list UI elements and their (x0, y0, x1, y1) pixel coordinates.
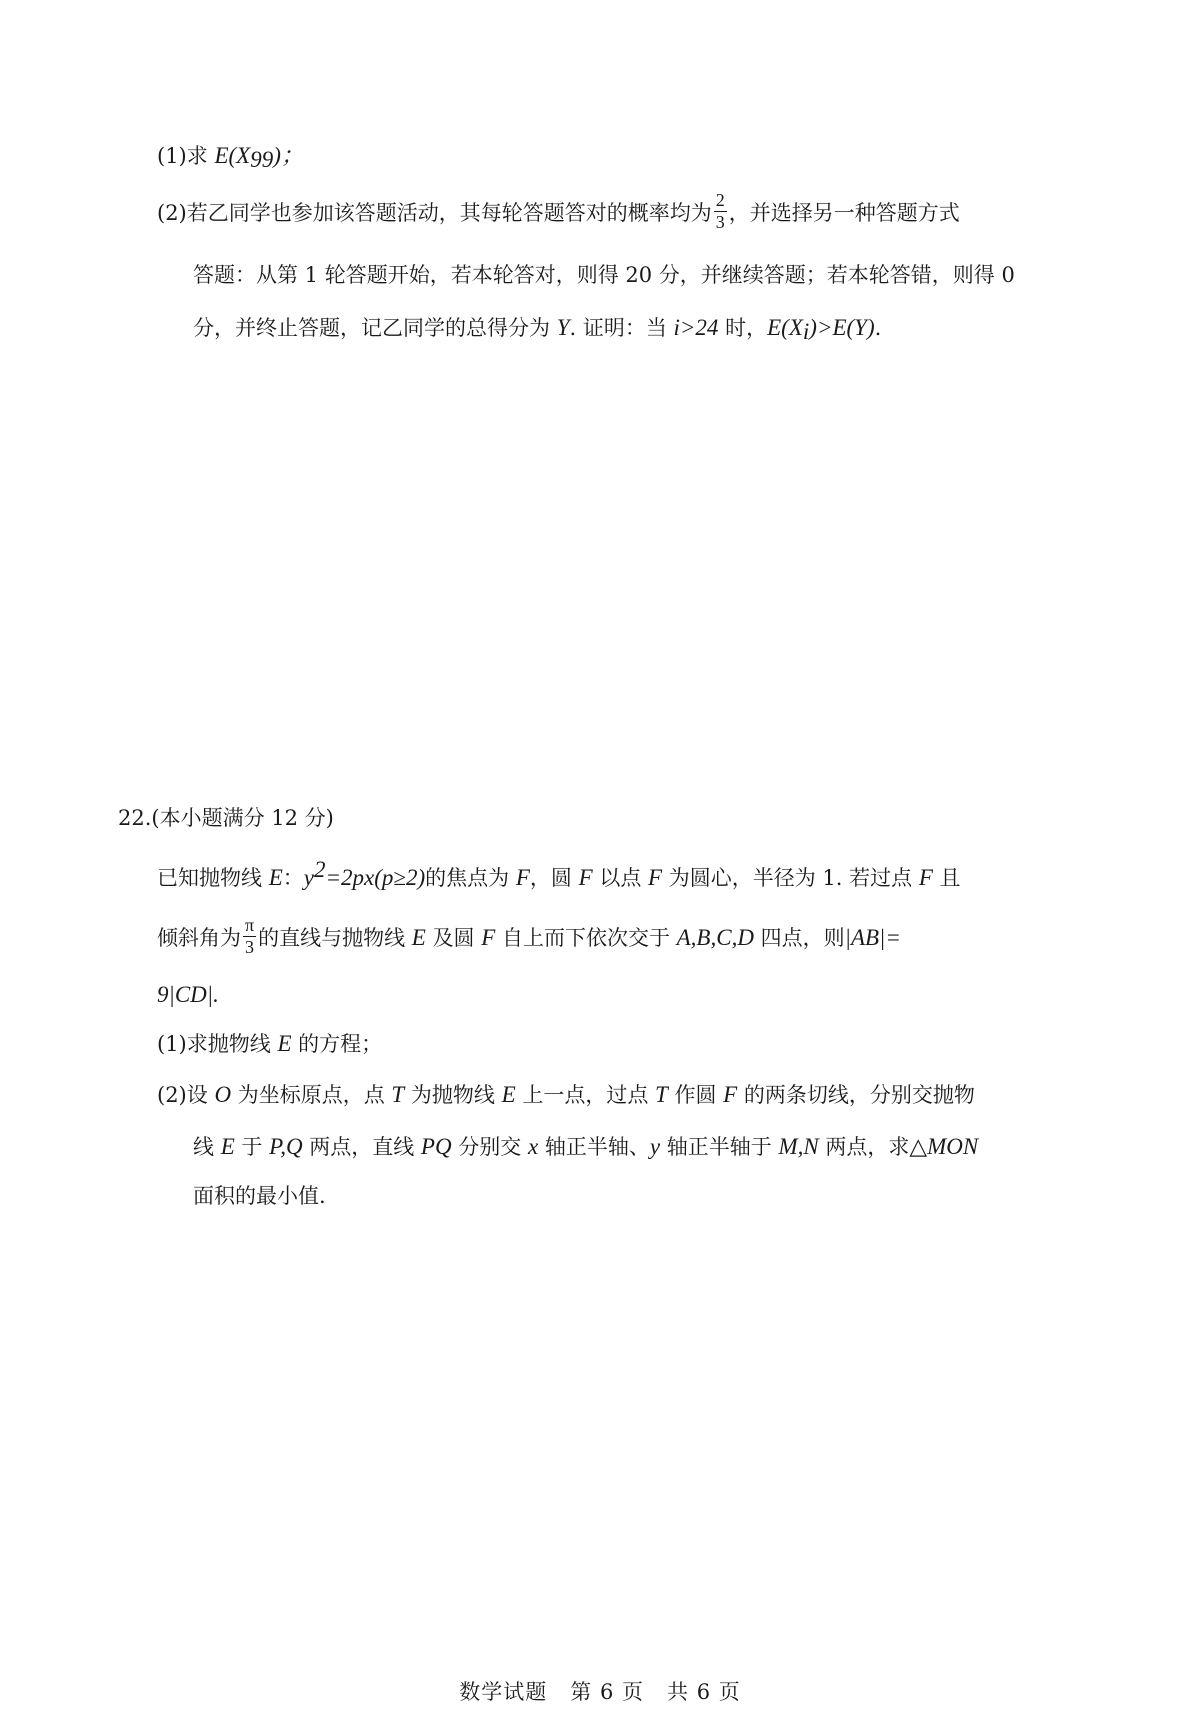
q22-l1-var-e: E (268, 865, 283, 890)
q22-p2-e: 作圆 (667, 1083, 724, 1107)
fraction-denominator: 3 (715, 211, 725, 232)
q22-l3-abs-cd: 9|CD|. (157, 982, 219, 1007)
q22-p2-var-o: O (214, 1082, 232, 1107)
q22-p2l2-points-mn: M,N (778, 1134, 819, 1159)
q22-p2l2-var-y: y (649, 1134, 661, 1159)
q21-part2-line3 (193, 316, 881, 343)
q22-l1-var-f2: F (578, 865, 593, 890)
q22-p2l2-c: 两点，直线 (302, 1135, 421, 1159)
q22-p2l2-d: 分别交 (451, 1135, 528, 1159)
q22-p2l2-line-pq: PQ (420, 1134, 452, 1159)
q21-line3-expectation-y: )>E(Y) (809, 315, 875, 340)
q22-p2l2-b: 于 (234, 1135, 270, 1159)
q21-part1 (157, 144, 304, 171)
q22-p2-var-e: E (501, 1082, 516, 1107)
q22-l1-var-y: y (303, 865, 314, 890)
q22-p2-f: 的两条切线，分别交抛物 (737, 1083, 975, 1107)
q21-part1-text: 求 (186, 144, 215, 168)
q22-stem-line3 (157, 983, 219, 1006)
q22-l1-f: 以点 (592, 866, 648, 890)
q22-p2-var-t2: T (655, 1082, 668, 1107)
q22-l1-g: 为圆心，半径为 1. 若过点 (662, 866, 919, 890)
q21-part2-text-b: ，并选择另一种答题方式 (728, 200, 960, 225)
q21-line3-var-y: Y (556, 315, 570, 340)
q22-p2l2-triangle: △MON (909, 1134, 979, 1159)
q22-l2-d: 自上而下依次交于 (495, 925, 677, 950)
q22-p2-var-t: T (391, 1082, 405, 1107)
q22-l2-abs-ab: |AB|= (844, 924, 901, 950)
q22-stem-line2 (157, 915, 901, 960)
q22-part1 (157, 1032, 382, 1055)
q22-l2-a: 倾斜角为 (157, 925, 241, 950)
q22-p2l2-a: 线 (193, 1135, 221, 1159)
q22-p2l2-var-e: E (220, 1134, 235, 1159)
q22-l1-var-f4: F (918, 865, 933, 890)
q21-part1-math: E(X (214, 143, 251, 168)
q22-stem-line1 (157, 858, 961, 889)
q22-part2-line1 (157, 1083, 975, 1106)
q22-part1-number: (1) (157, 1032, 187, 1056)
q22-part1-a: 求抛物线 (186, 1032, 278, 1056)
q22-p2-var-f: F (723, 1082, 738, 1107)
q22-part1-var-e: E (277, 1031, 292, 1056)
fraction-numerator: 2 (715, 190, 725, 210)
q22-l1-e: ，圆 (529, 866, 579, 890)
q22-l1-d: 的焦点为 (425, 866, 516, 890)
q22-part1-b: 的方程； (291, 1032, 383, 1056)
q22-header (118, 808, 334, 829)
q21-line3-end: . (874, 316, 882, 340)
q21-line3-expectation-x: E(X (767, 315, 803, 340)
q21-part2-text-a: 若乙同学也参加该答题活动，其每轮答题答对的概率均为 (186, 200, 712, 225)
q22-header-text: 22.(本小题满分 12 分) (118, 806, 334, 830)
q22-p2l2-g: 两点，求 (818, 1135, 910, 1159)
q21-part2-number: (2) (157, 200, 187, 225)
q22-p2l2-var-x: x (527, 1134, 539, 1159)
q22-p2l3-text: 面积的最小值. (193, 1184, 326, 1208)
q22-l1-equation: =2px(p≥2) (325, 865, 426, 890)
q22-part2-line3 (193, 1186, 326, 1207)
q22-l2-var-e: E (411, 924, 426, 950)
fraction-denominator: 3 (245, 936, 255, 957)
q22-p2-b: 为坐标原点，点 (231, 1083, 392, 1107)
q21-line3-inequality: i>24 (673, 315, 719, 340)
q21-line3-text-c: 时， (718, 316, 768, 340)
q21-part1-number: (1) (157, 144, 187, 168)
q21-line3-text-b: . 证明：当 (569, 316, 674, 340)
q22-p2l2-f: 轴正半轴于 (660, 1135, 779, 1159)
q21-part1-end: )； (273, 143, 304, 168)
q22-l1-var-f: F (515, 865, 530, 890)
q22-l1-a: 已知抛物线 (157, 866, 269, 890)
q22-l2-points: A,B,C,D (676, 924, 754, 950)
q22-l2-c: 及圆 (425, 925, 482, 950)
q22-l2-var-f: F (481, 924, 496, 950)
q22-part2-number: (2) (157, 1083, 187, 1107)
q22-l2-e: 四点，则 (753, 925, 845, 950)
fraction-two-thirds (714, 191, 727, 232)
page-footer: 数学试题 第 6 页 共 6 页 (459, 1680, 741, 1704)
q21-line3-text-a: 分，并终止答题，记乙同学的总得分为 (193, 316, 557, 340)
q22-l2-b: 的直线与抛物线 (258, 925, 412, 950)
q22-l1-superscript: 2 (313, 857, 326, 882)
fraction-numerator: π (245, 915, 255, 935)
q22-p2l2-points-pq: P,Q (269, 1134, 303, 1159)
q21-part2-line2-text: 答题：从第 1 轮答题开始，若本轮答对，则得 20 分，并继续答题；若本轮答错，则得 0 (193, 263, 1015, 287)
q22-l1-b: ： (282, 866, 304, 890)
q22-p2l2-e: 轴正半轴、 (538, 1135, 650, 1159)
q21-part1-subscript: 99 (250, 147, 274, 172)
q21-part2-line1 (157, 190, 960, 235)
q21-line3-subscript: i (802, 319, 810, 344)
q22-p2-c: 为抛物线 (404, 1083, 502, 1107)
fraction-pi-over-three (243, 916, 256, 957)
q22-l1-h: 且 (932, 866, 961, 890)
q21-part2-line2 (193, 265, 1015, 286)
q22-p2-d: 上一点，过点 (515, 1083, 655, 1107)
q22-part2-line2 (193, 1135, 978, 1158)
q22-l1-var-f3: F (648, 865, 663, 890)
q22-p2-a: 设 (186, 1083, 215, 1107)
